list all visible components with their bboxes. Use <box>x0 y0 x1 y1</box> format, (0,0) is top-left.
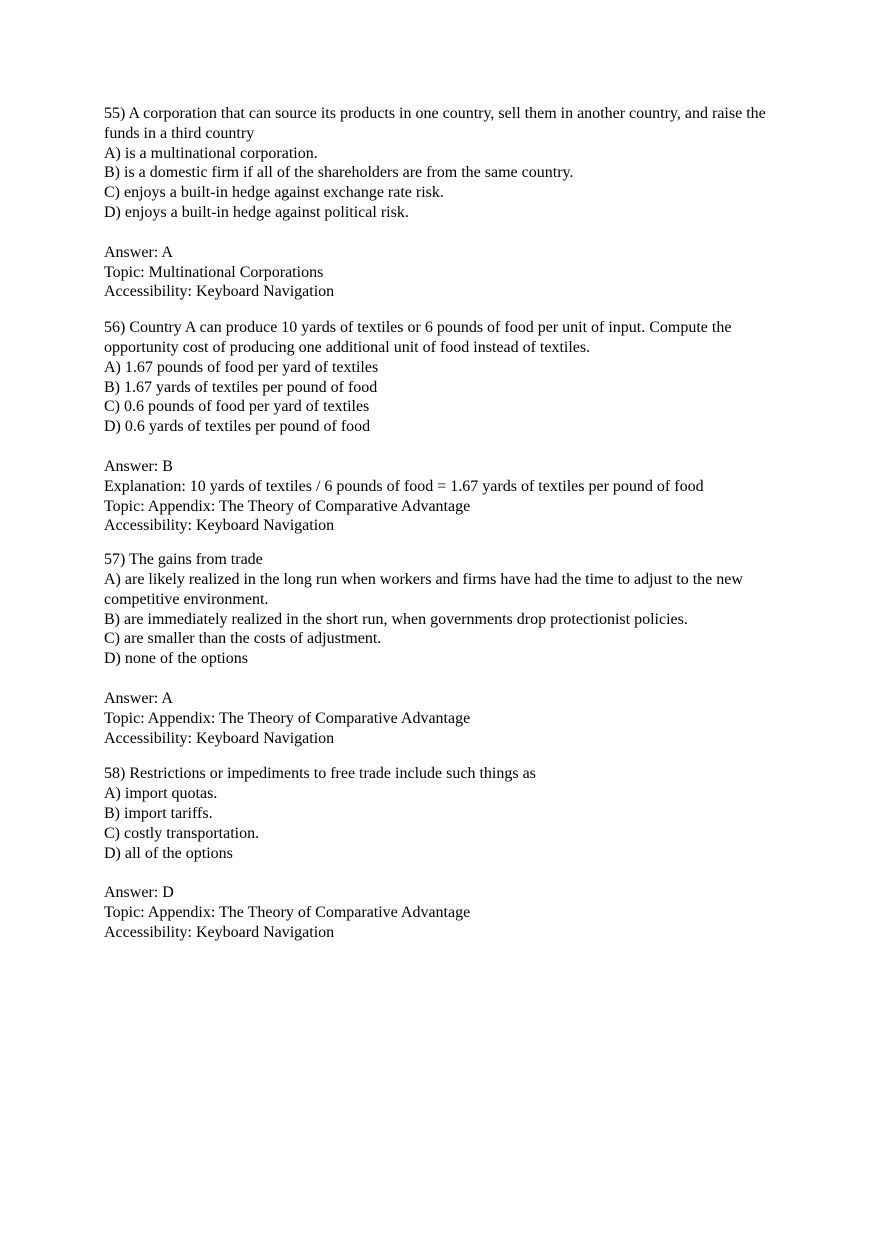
option-c: C) are smaller than the costs of adjustment. <box>104 630 382 648</box>
option-c: C) costly transportation. <box>104 824 260 842</box>
answer: Answer: A <box>104 243 173 261</box>
option-d: D) 0.6 yards of textiles per pound of food <box>104 418 371 436</box>
accessibility: Accessibility: Keyboard Navigation <box>104 283 335 301</box>
answer-block-55 <box>104 243 794 302</box>
answer: Answer: A <box>104 689 173 707</box>
topic: Topic: Appendix: The Theory of Comparative Advantage <box>104 709 471 727</box>
answer: Answer: B <box>104 457 173 475</box>
question-stem: 57) The gains from trade <box>104 551 263 569</box>
option-b: B) are immediately realized in the short run, when governments drop protectionist policies. <box>104 610 688 628</box>
option-a: A) import quotas. <box>104 785 218 803</box>
option-d: D) all of the options <box>104 844 233 862</box>
option-b: B) 1.67 yards of textiles per pound of food <box>104 378 378 396</box>
answer-block-58 <box>104 883 794 942</box>
accessibility: Accessibility: Keyboard Navigation <box>104 729 335 747</box>
question-stem: 56) Country A can produce 10 yards of textiles or 6 pounds of food per unit of input. Compute the opportunity cost of producing one additional unit of food instead of textiles. <box>104 319 732 356</box>
question-56 <box>104 318 794 437</box>
option-b: B) is a domestic firm if all of the shareholders are from the same country. <box>104 164 574 182</box>
topic: Topic: Appendix: The Theory of Comparative Advantage <box>104 497 471 515</box>
option-d: D) none of the options <box>104 650 248 668</box>
document-page <box>104 104 794 959</box>
question-58 <box>104 764 794 863</box>
answer-block-57 <box>104 689 794 748</box>
option-c: C) 0.6 pounds of food per yard of textiles <box>104 398 370 416</box>
topic: Topic: Multinational Corporations <box>104 263 324 281</box>
question-stem: 55) A corporation that can source its products in one country, sell them in another country, and raise the funds in a third country <box>104 105 766 142</box>
option-c: C) enjoys a built-in hedge against exchange rate risk. <box>104 184 444 202</box>
option-b: B) import tariffs. <box>104 804 213 822</box>
topic: Topic: Appendix: The Theory of Comparative Advantage <box>104 904 471 922</box>
accessibility: Accessibility: Keyboard Navigation <box>104 923 335 941</box>
option-a: A) 1.67 pounds of food per yard of textiles <box>104 358 379 376</box>
question-55 <box>104 104 794 223</box>
accessibility: Accessibility: Keyboard Navigation <box>104 517 335 535</box>
question-stem: 58) Restrictions or impediments to free trade include such things as <box>104 765 536 783</box>
option-a: A) is a multinational corporation. <box>104 144 318 162</box>
option-d: D) enjoys a built-in hedge against political risk. <box>104 203 409 221</box>
answer: Answer: D <box>104 884 174 902</box>
question-57 <box>104 550 794 669</box>
answer-block-56 <box>104 457 794 536</box>
option-a: A) are likely realized in the long run when workers and firms have had the time to adjust to the new competitive environment. <box>104 570 743 608</box>
explanation: Explanation: 10 yards of textiles / 6 pounds of food = 1.67 yards of textiles per pound of food <box>104 477 704 495</box>
